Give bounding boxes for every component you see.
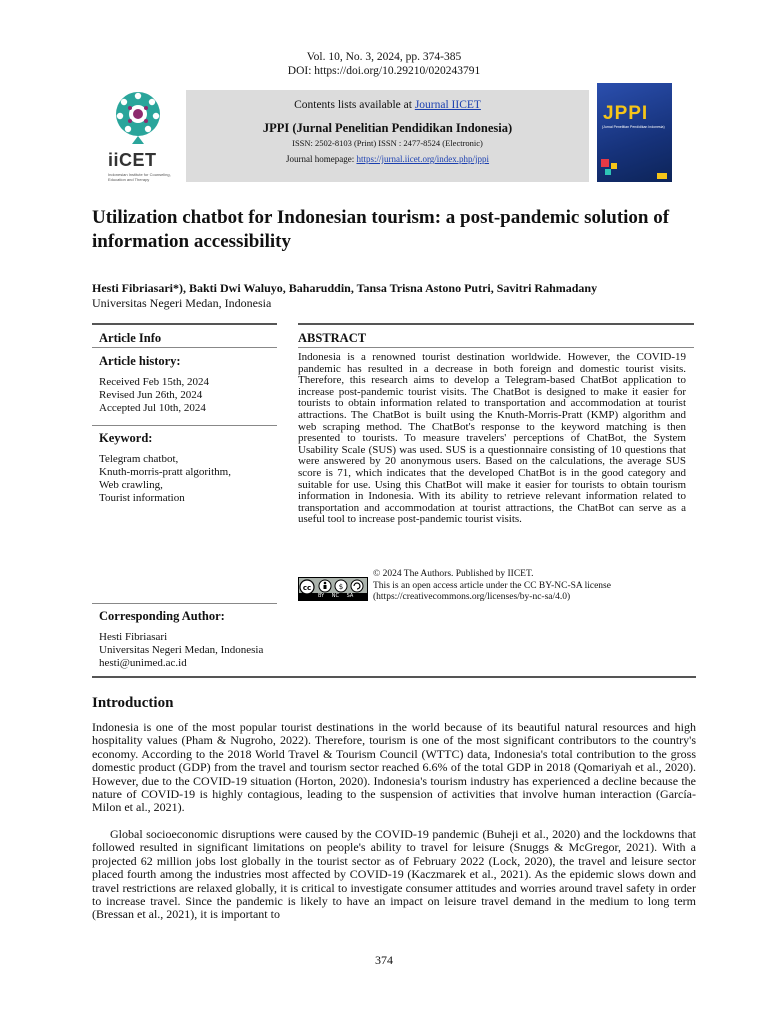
volume-info — [0, 50, 768, 78]
cover-graphic-icon — [597, 153, 672, 182]
doi-line: DOI: https://doi.org/10.29210/020243791 — [287, 65, 481, 77]
corresponding-rule — [92, 603, 277, 604]
article-history — [99, 376, 274, 415]
revised-date: Revised Jun 26th, 2024 — [99, 389, 203, 401]
introduction-paragraph-2: Global socioeconomic disruptions were caused by the COVID-19 pandemic (Buheji et al., 2020) and the lockdowns that followed resulted in significant limitations on people's ability to travel for leisure (Snuggs & McGregor, 2021). With a projected 62 million jobs lost globally in the tourist sector as of February 2022 (Lock, 2020), the travel and leisure sector placed fourth among the industries most affected by COVID-19 (Kaczmarek et al., 2021). As the epidemic slows down and travel restrictions are relaxed globally, it is critical to investigate consumer attitudes and worries around travel safety in order to increase travel. Since the pandemic is likely to have an impact on leisure travel demand in the medium to long term (Bressan et al., 2021), it is important to — [92, 827, 696, 922]
logo-subtitle: Indonesian Institute for Counseling, Education and Therapy — [108, 172, 171, 182]
article-info-rule — [92, 347, 277, 348]
info-bottom-rule — [92, 676, 696, 678]
license-copyright: © 2024 The Authors. Published by IICET. — [373, 569, 534, 579]
article-title: Utilization chatbot for Indonesian tourism: a post-pandemic solution of information accessibility — [92, 207, 670, 252]
cover-subtitle: (Jurnal Penelitian Pendidikan Indonesia) — [602, 125, 665, 129]
license-text — [373, 569, 693, 604]
logo-wordmark: iiCET — [108, 150, 157, 170]
accepted-date: Accepted Jul 10th, 2024 — [99, 402, 206, 414]
iicet-logo — [108, 88, 180, 186]
issn-line: ISSN: 2502-8103 (Print) ISSN : 2477-8524 (Electronic) — [292, 138, 483, 148]
keyword-item: Knuth-morris-pratt algorithm, — [99, 466, 231, 478]
article-info-heading: Article Info — [99, 331, 162, 345]
article-authors: Hesti Fibriasari*), Bakti Dwi Waluyo, Baharuddin, Tansa Trisna Astono Putri, Savitri Rahmadany — [92, 281, 598, 295]
corresponding-heading: Corresponding Author: — [99, 609, 225, 623]
volume-line: Vol. 10, No. 3, 2024, pp. 374-385 — [306, 51, 462, 63]
cc-license-badge[interactable] — [298, 577, 368, 601]
contents-line: Contents lists available at Journal IICET — [294, 99, 481, 111]
keyword-item: Web crawling, — [99, 479, 163, 491]
journal-homepage-link[interactable]: https://jurnal.iicet.org/index.php/jppi — [356, 154, 490, 164]
article-info-rule-top — [92, 323, 277, 325]
introduction-heading: Introduction — [92, 695, 174, 711]
journal-cover — [597, 83, 672, 182]
page-number: 374 — [375, 953, 393, 967]
keyword-heading: Keyword: — [99, 431, 153, 445]
keyword-rule — [92, 425, 277, 426]
article-affiliation: Universitas Negeri Medan, Indonesia — [92, 296, 272, 310]
svg-text:$: $ — [338, 583, 344, 591]
corresponding-details — [99, 631, 299, 670]
journal-name: JPPI (Jurnal Penelitian Pendidikan Indonesia) — [262, 121, 513, 135]
corresponding-affiliation: Universitas Negeri Medan, Indonesia — [99, 644, 264, 656]
keyword-item: Telegram chatbot, — [99, 453, 179, 465]
license-statement: This is an open access article under the CC BY-NC-SA license — [373, 580, 611, 591]
cc-badge-label: BY NC SA — [318, 593, 354, 599]
abstract-rule — [298, 347, 694, 348]
received-date: Received Feb 15th, 2024 — [99, 376, 209, 388]
keyword-item: Tourist information — [99, 492, 185, 504]
cover-title: JPPI — [603, 103, 649, 124]
corresponding-email[interactable]: hesti@unimed.ac.id — [99, 657, 187, 669]
abstract-text: Indonesia is a renowned tourist destination worldwide. However, the COVID-19 pandemic has resulted in a decrease in both foreign and domestic tourist visits. Therefore, this research aims to develop a Telegram-based ChatBot application to increase post-pandemic tourist visits. The ChatBot is designed to make it easier for tourists to obtain information related to transportation and accommodation at tourist attractions. The ChatBot is built using the Knuth-Morris-Pratt (KMP) algorithm and web scraping method. The ChatBot's response to the keyword matching is then presented to tourists. To measure travelers' perceptions of ChatBot, the System Usability Scale (SUS) was used. SUS is a questionnaire consisting of 10 questions that were answered by 20 anonymous users. Based on the calculations, the average SUS score is 71, which indicates that the developed ChatBot is in the good category and suitable for use. Using this ChatBot will make it easier for tourists to obtain tourism information in Indonesia. With its ability to retrieve relevant information related to transportation and accommodation at tourist attractions, the ChatBot can serve as a useful tool to increase post-pandemic tourist visits. — [298, 351, 686, 526]
introduction-paragraph-1: Indonesia is one of the most popular tourist destinations in the world because of its beautiful natural resources and high hospitality values (Pham & Nugroho, 2022). Therefore, tourism is one of the most significant contributors to the country's economy. According to the 2018 World Travel & Tourism Council (WTTC) data, Indonesia's total contribution to the gross domestic product (GDP) from the travel and tourism sector reached 6.6% of the total GDP in 2018 (Qomariyah et al., 2020). However, due to the COVID-19 situation (Horton, 2020). Indonesia's tourism industry has experienced a decline because the nature of COVID-19 is highly contagious, leading to the suspension of activities that involve human interaction (García-Milon et al., 2021). — [92, 720, 696, 815]
journal-iicet-link[interactable]: Journal IICET — [414, 99, 481, 111]
abstract-rule-top — [298, 323, 694, 325]
journal-banner — [186, 90, 589, 182]
corresponding-name: Hesti Fibriasari — [99, 631, 168, 643]
license-url: (https://creativecommons.org/licenses/by-nc-sa/4.0) — [373, 592, 571, 602]
keyword-list — [99, 453, 279, 505]
abstract-heading: ABSTRACT — [298, 331, 367, 345]
homepage-line: Journal homepage: https://jurnal.iicet.org/index.php/jppi — [285, 154, 490, 164]
svg-text:cc: cc — [302, 584, 312, 592]
article-history-heading: Article history: — [99, 354, 181, 368]
